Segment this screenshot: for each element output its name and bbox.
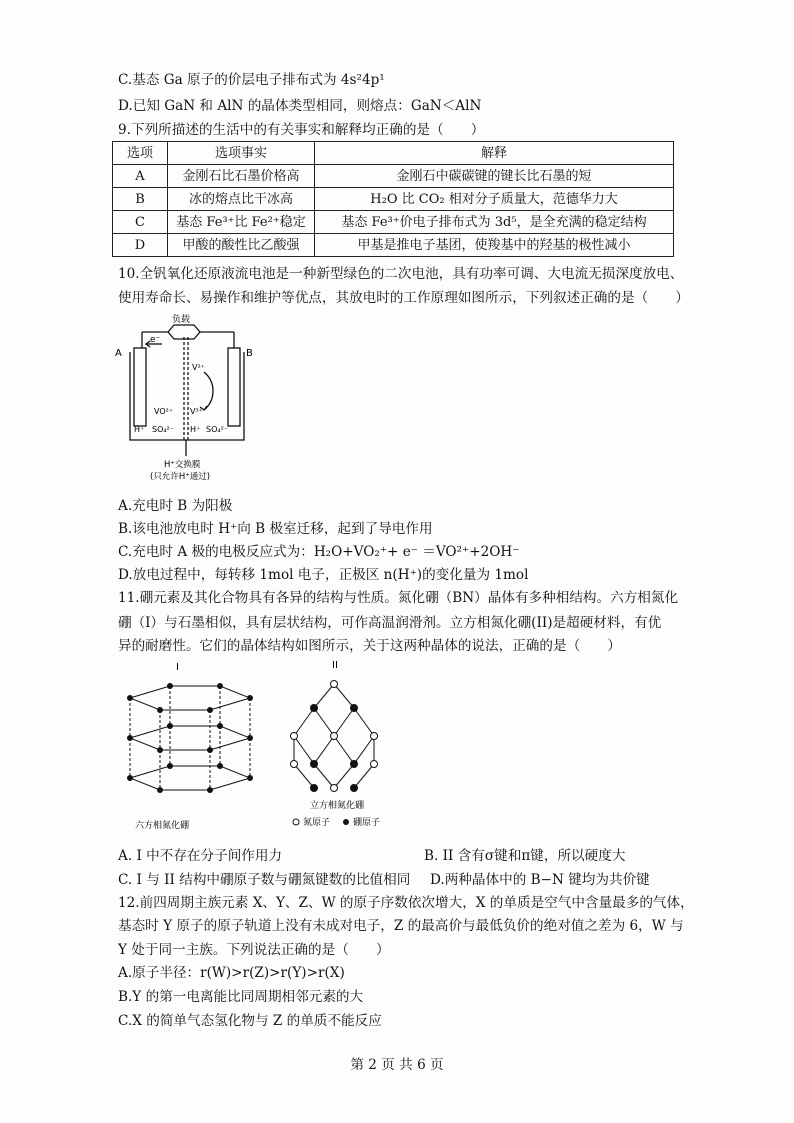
q10-option-a: A.充电时 B 为阳极 [118,498,233,514]
table-cell: C [113,211,168,234]
q11-option-a: A. I 中不存在分子间作用力 [118,848,283,864]
q12-option-b: B.Y 的第一电离能比同周期相邻元素的大 [118,989,364,1005]
electrode-b-label: B [246,348,253,359]
ion-vo2-label: VO²⁺ [154,407,174,416]
q11-option-d: D.两种晶体中的 B−N 键均为共价键 [430,872,650,888]
battery-diagram [112,312,262,487]
electron-label: e⁻ [150,335,161,345]
q12-option-c: C.X 的简单气态氢化物与 Z 的单质不能反应 [118,1013,382,1029]
legend-nitrogen: 氮原子 [303,818,331,828]
structure-ii-caption: 立方相氮化硼 [310,801,365,811]
table-cell: 金刚石中碳碳键的键长比石墨的短 [315,165,674,188]
q12-option-a: A.原子半径：r(W)>r(Z)>r(Y)>r(X) [118,965,345,981]
structure-i-label: I [176,662,179,673]
structure-ii-label: II [332,660,338,671]
membrane-note: (只允许H⁺通过) [150,472,211,482]
q11-stem-line-3: 异的耐磨性。它们的晶体结构如图所示，关于这两种晶体的说法，正确的是（ ） [118,638,621,654]
table-header: 选项事实 [168,142,315,165]
table-cell: 基态 Fe³⁺比 Fe²⁺稳定 [168,211,315,234]
electrode-a-label: A [115,348,122,359]
table-cell: H₂O 比 CO₂ 相对分子质量大，范德华力大 [315,188,674,211]
ion-h-left-label: H⁺ [134,425,145,434]
table-cell: 基态 Fe³⁺价电子排布式为 3d⁵，是全充满的稳定结构 [315,211,674,234]
legend-boron: 硼原子 [353,818,381,828]
table-header: 选项 [113,142,168,165]
table-cell: 甲基是推电子基团，使羧基中的羟基的极性减小 [315,234,674,257]
q12-stem-line-3: Y 处于同一主族。下列说法正确的是（ ） [118,942,390,958]
q12-stem-line-2: 基态时 Y 原子的原子轨道上没有未成对电子，Z 的最高价与最低负价的绝对值之差为 6，W 与 [118,918,684,934]
ion-v2-label: V²⁺ [192,363,205,372]
load-label: 负载 [172,315,191,325]
q8-option-c: C.基态 Ga 原子的价层电子排布式为 4s²4p¹ [118,72,385,88]
q9-table [112,141,674,257]
q10-option-d: D.放电过程中，每转移 1mol 电子，正极区 n(H⁺)的变化量为 1mol [118,567,529,583]
q8-option-d: D.已知 GaN 和 AlN 的晶体类型相同，则熔点：GaN＜AlN [118,98,482,114]
q12-stem-line-1: 12.前四周期主族元素 X、Y、Z、W 的原子序数依次增大，X 的单质是空气中含量最多的气体， [118,895,694,911]
table-row [113,165,674,188]
table-cell: A [113,165,168,188]
table-header-row [113,142,674,165]
q11-option-c: C. I 与 II 结构中硼原子数与硼氮键数的比值相同 [118,872,411,888]
q10-stem-line-1: 10.全钒氧化还原液流电池是一种新型绿色的二次电池，具有功率可调、大电流无损深度放电、 [118,266,684,282]
table-cell: D [113,234,168,257]
q10-option-b: B.该电池放电时 H⁺向 B 极室迁移，起到了导电作用 [118,521,433,537]
ion-so4-right-label: SO₄²⁻ [206,425,229,434]
structure-i-caption: 六方相氮化硼 [135,821,190,831]
q10-stem-line-2: 使用寿命长、易操作和维护等优点，其放电时的工作原理如图所示，下列叙述正确的是（ ） [118,290,689,306]
q9-stem: 9.下列所描述的生活中的有关事实和解释均正确的是（ ） [118,122,485,138]
ion-h-mid-label: H⁺ [190,425,201,434]
table-cell: 甲酸的酸性比乙酸强 [168,234,315,257]
crystal-diagram [100,656,420,836]
page-footer: 第 2 页 共 6 页 [350,1057,444,1073]
ion-so4-left-label: SO₄²⁻ [152,425,175,434]
membrane-label: H⁺交换膜 [164,460,201,470]
table-cell: 冰的熔点比干冰高 [168,188,315,211]
table-row [113,234,674,257]
q11-option-b: B. II 含有σ键和π键，所以硬度大 [424,848,626,864]
q11-stem-line-1: 11.硼元素及其化合物具有各异的结构与性质。氮化硼（BN）晶体有多种相结构。六方相氮化 [118,590,679,606]
table-header: 解释 [315,142,674,165]
table-cell: 金刚石比石墨价格高 [168,165,315,188]
ion-v3-label: V³⁺ [190,407,203,416]
table-cell: B [113,188,168,211]
table-row [113,211,674,234]
q11-stem-line-2: 硼（I）与石墨相似，具有层状结构，可作高温润滑剂。立方相氮化硼(II)是超硬材料，有优 [118,615,662,631]
table-row [113,188,674,211]
q10-option-c: C.充电时 A 极的电极反应式为：H₂O+VO₂⁺+ e⁻ ＝VO²⁺+2OH⁻ [118,544,520,560]
